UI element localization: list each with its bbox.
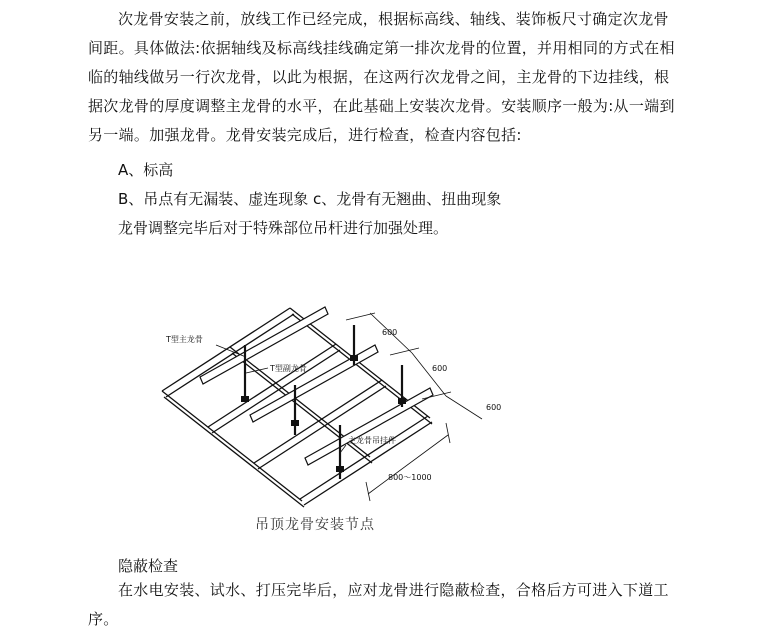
check-item-bc: B、吊点有无漏装、虚连现象 c、龙骨有无翘曲、扭曲现象 [118, 190, 502, 208]
dimension-label: 600 [432, 364, 448, 373]
dimension-label: 600 [486, 403, 502, 412]
dimension-label: 800～1000 [388, 473, 432, 482]
label-hanger-clip: 主龙骨吊挂件 [348, 436, 396, 445]
figure-caption: 吊顶龙骨安装节点 [255, 517, 375, 533]
ceiling-joist-diagram [150, 295, 550, 545]
section-title-hidden-check: 隐蔽检查 [118, 557, 179, 575]
label-cross-tee: T型副龙骨 [270, 364, 307, 373]
reinforce-text: 龙骨调整完毕后对于特殊部位吊杆进行加强处理。 [118, 219, 449, 237]
dimension-label: 600 [382, 328, 398, 337]
check-item-a: A、标高 [118, 161, 174, 179]
intro-paragraph: 次龙骨安装之前，放线工作已经完成，根据标高线、轴线、装饰板尺寸确定次龙骨间距。具体做法:依据轴线及标高线挂线确定第一排次龙骨的位置，并用相同的方式在相临的轴线做另一行次龙骨，以此为根据，在这两行次龙骨之间，主龙骨的下边挂线，根据次龙骨的厚度调整主龙骨的水平，在此基础上安装次龙骨。安装顺序一般为:从一端到另一端。加强龙骨。龙骨安装完成后，进行检查，检查内容包括: [88, 10, 675, 144]
label-main-runner: T型主龙骨 [166, 335, 203, 344]
hidden-check-paragraph: 在水电安装、试水、打压完毕后，应对龙骨进行隐蔽检查，合格后方可进入下道工序。 [88, 581, 669, 628]
main-runners [200, 307, 433, 465]
